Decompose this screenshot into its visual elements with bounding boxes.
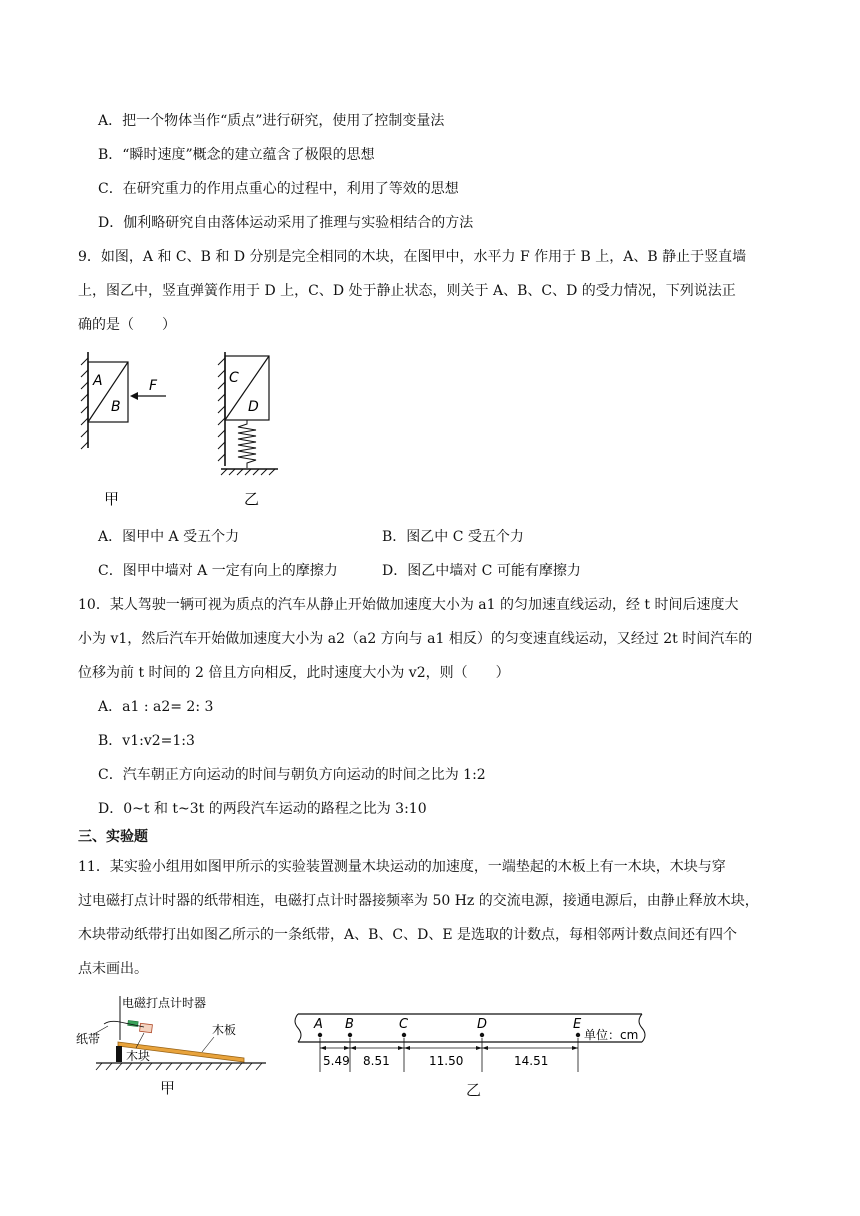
point-c <box>402 1033 406 1037</box>
board-label: 木板 <box>212 1023 237 1037</box>
q11-stem-line1: 11．某实验小组用如图甲所示的实验装置测量木块运动的加速度，一端垫起的木板上有一木块，木块与穿 <box>78 859 726 875</box>
label-a: A <box>93 373 103 389</box>
point-a <box>318 1033 322 1037</box>
label-f: F <box>149 378 158 394</box>
q9-stem-line3: 确的是（ ） <box>78 317 176 333</box>
q10-option-a: A．a1 : a2= 2: 3 <box>98 699 214 715</box>
q8-option-c: C．在研究重力的作用点重心的过程中，利用了等效的思想 <box>98 181 459 197</box>
q11-figure-yi <box>290 1010 650 1076</box>
q9-option-c: C．图甲中墙对 A 一定有向上的摩擦力 <box>98 563 338 579</box>
label-c: C <box>229 370 239 386</box>
q9-option-a: A．图甲中 A 受五个力 <box>98 529 240 545</box>
distance-ab: 5.49 <box>323 1054 350 1068</box>
distance-de: 14.51 <box>514 1054 549 1068</box>
timer-label: 电磁打点计时器 <box>122 996 207 1010</box>
point-e <box>576 1033 580 1037</box>
q11-stem-line2: 过电磁打点计时器的纸带相连，电磁打点计时器接频率为 50 Hz 的交流电源，接通电源后，由静止释放木块， <box>78 893 759 909</box>
caption-jia-q11: 甲 <box>160 1079 176 1097</box>
q8-option-d: D．伽利略研究自由落体运动采用了推理与实验相结合的方法 <box>98 215 474 231</box>
q8-option-a: A．把一个物体当作“质点”进行研究，使用了控制变量法 <box>98 113 445 129</box>
tape-label: 纸带 <box>76 1032 101 1046</box>
q10-option-c: C．汽车朝正方向运动的时间与朝负方向运动的时间之比为 1:2 <box>98 767 486 783</box>
force-arrow-icon <box>130 392 138 400</box>
point-label-d: D <box>477 1017 488 1032</box>
q9-option-d: D．图乙中墙对 C 可能有摩擦力 <box>382 563 581 579</box>
q11-figure-jia <box>74 986 274 1072</box>
distance-cd: 11.50 <box>429 1054 464 1068</box>
q11-stem-line3: 木块带动纸带打出如图乙所示的一条纸带，A、B、C、D、E 是选取的计数点，每相邻两计数点间还有四个 <box>78 927 738 943</box>
point-b <box>348 1033 352 1037</box>
caption-yi-q11: 乙 <box>466 1081 482 1099</box>
label-b: B <box>111 399 121 415</box>
point-label-e: E <box>573 1017 582 1032</box>
q9-stem-line1: 9．如图，A 和 C、B 和 D 分别是完全相同的木块，在图甲中，水平力 F 作用于 B 上，A、B 静止于竖直墙 <box>78 249 747 265</box>
label-d: D <box>248 399 259 415</box>
point-label-c: C <box>399 1017 409 1032</box>
section-title: 三、实验题 <box>78 829 148 845</box>
point-d <box>480 1033 484 1037</box>
point-label-a: A <box>314 1017 323 1032</box>
q10-stem-line3: 位移为前 t 时间的 2 倍且方向相反，此时速度大小为 v2，则（ ） <box>78 665 510 681</box>
caption-jia-q9: 甲 <box>104 490 120 508</box>
distance-bc: 8.51 <box>363 1054 390 1068</box>
caption-yi-q9: 乙 <box>244 490 260 508</box>
q9-stem-line2: 上，图乙中，竖直弹簧作用于 D 上，C、D 处于静止状态，则关于 A、B、C、D 的受力情况，下列说法正 <box>78 283 736 299</box>
q10-stem-line1: 10．某人驾驶一辆可视为质点的汽车从静止开始做加速度大小为 a1 的匀加速直线运动，经 t 时间后速度大 <box>78 597 739 613</box>
spring-icon <box>238 420 256 468</box>
q9-option-b: B．图乙中 C 受五个力 <box>382 529 524 545</box>
point-label-b: B <box>345 1017 354 1032</box>
q8-option-b: B．“瞬时速度”概念的建立蕴含了极限的思想 <box>98 147 375 163</box>
q10-stem-line2: 小为 v1，然后汽车开始做加速度大小为 a2（a2 方向与 a1 相反）的匀变速直线运动，又经过 2t 时间汽车的 <box>78 631 753 647</box>
block-shape <box>140 1023 153 1032</box>
q11-stem-line4: 点未画出。 <box>78 961 148 977</box>
q9-figure <box>78 348 288 516</box>
block-label: 木块 <box>126 1049 151 1063</box>
unit-label: 单位：cm <box>584 1028 639 1042</box>
tape-points <box>318 1033 580 1037</box>
q10-option-d: D．0~t 和 t~3t 的两段汽车运动的路程之比为 3:10 <box>98 801 427 817</box>
q10-option-b: B．v1:v2=1:3 <box>98 733 195 749</box>
